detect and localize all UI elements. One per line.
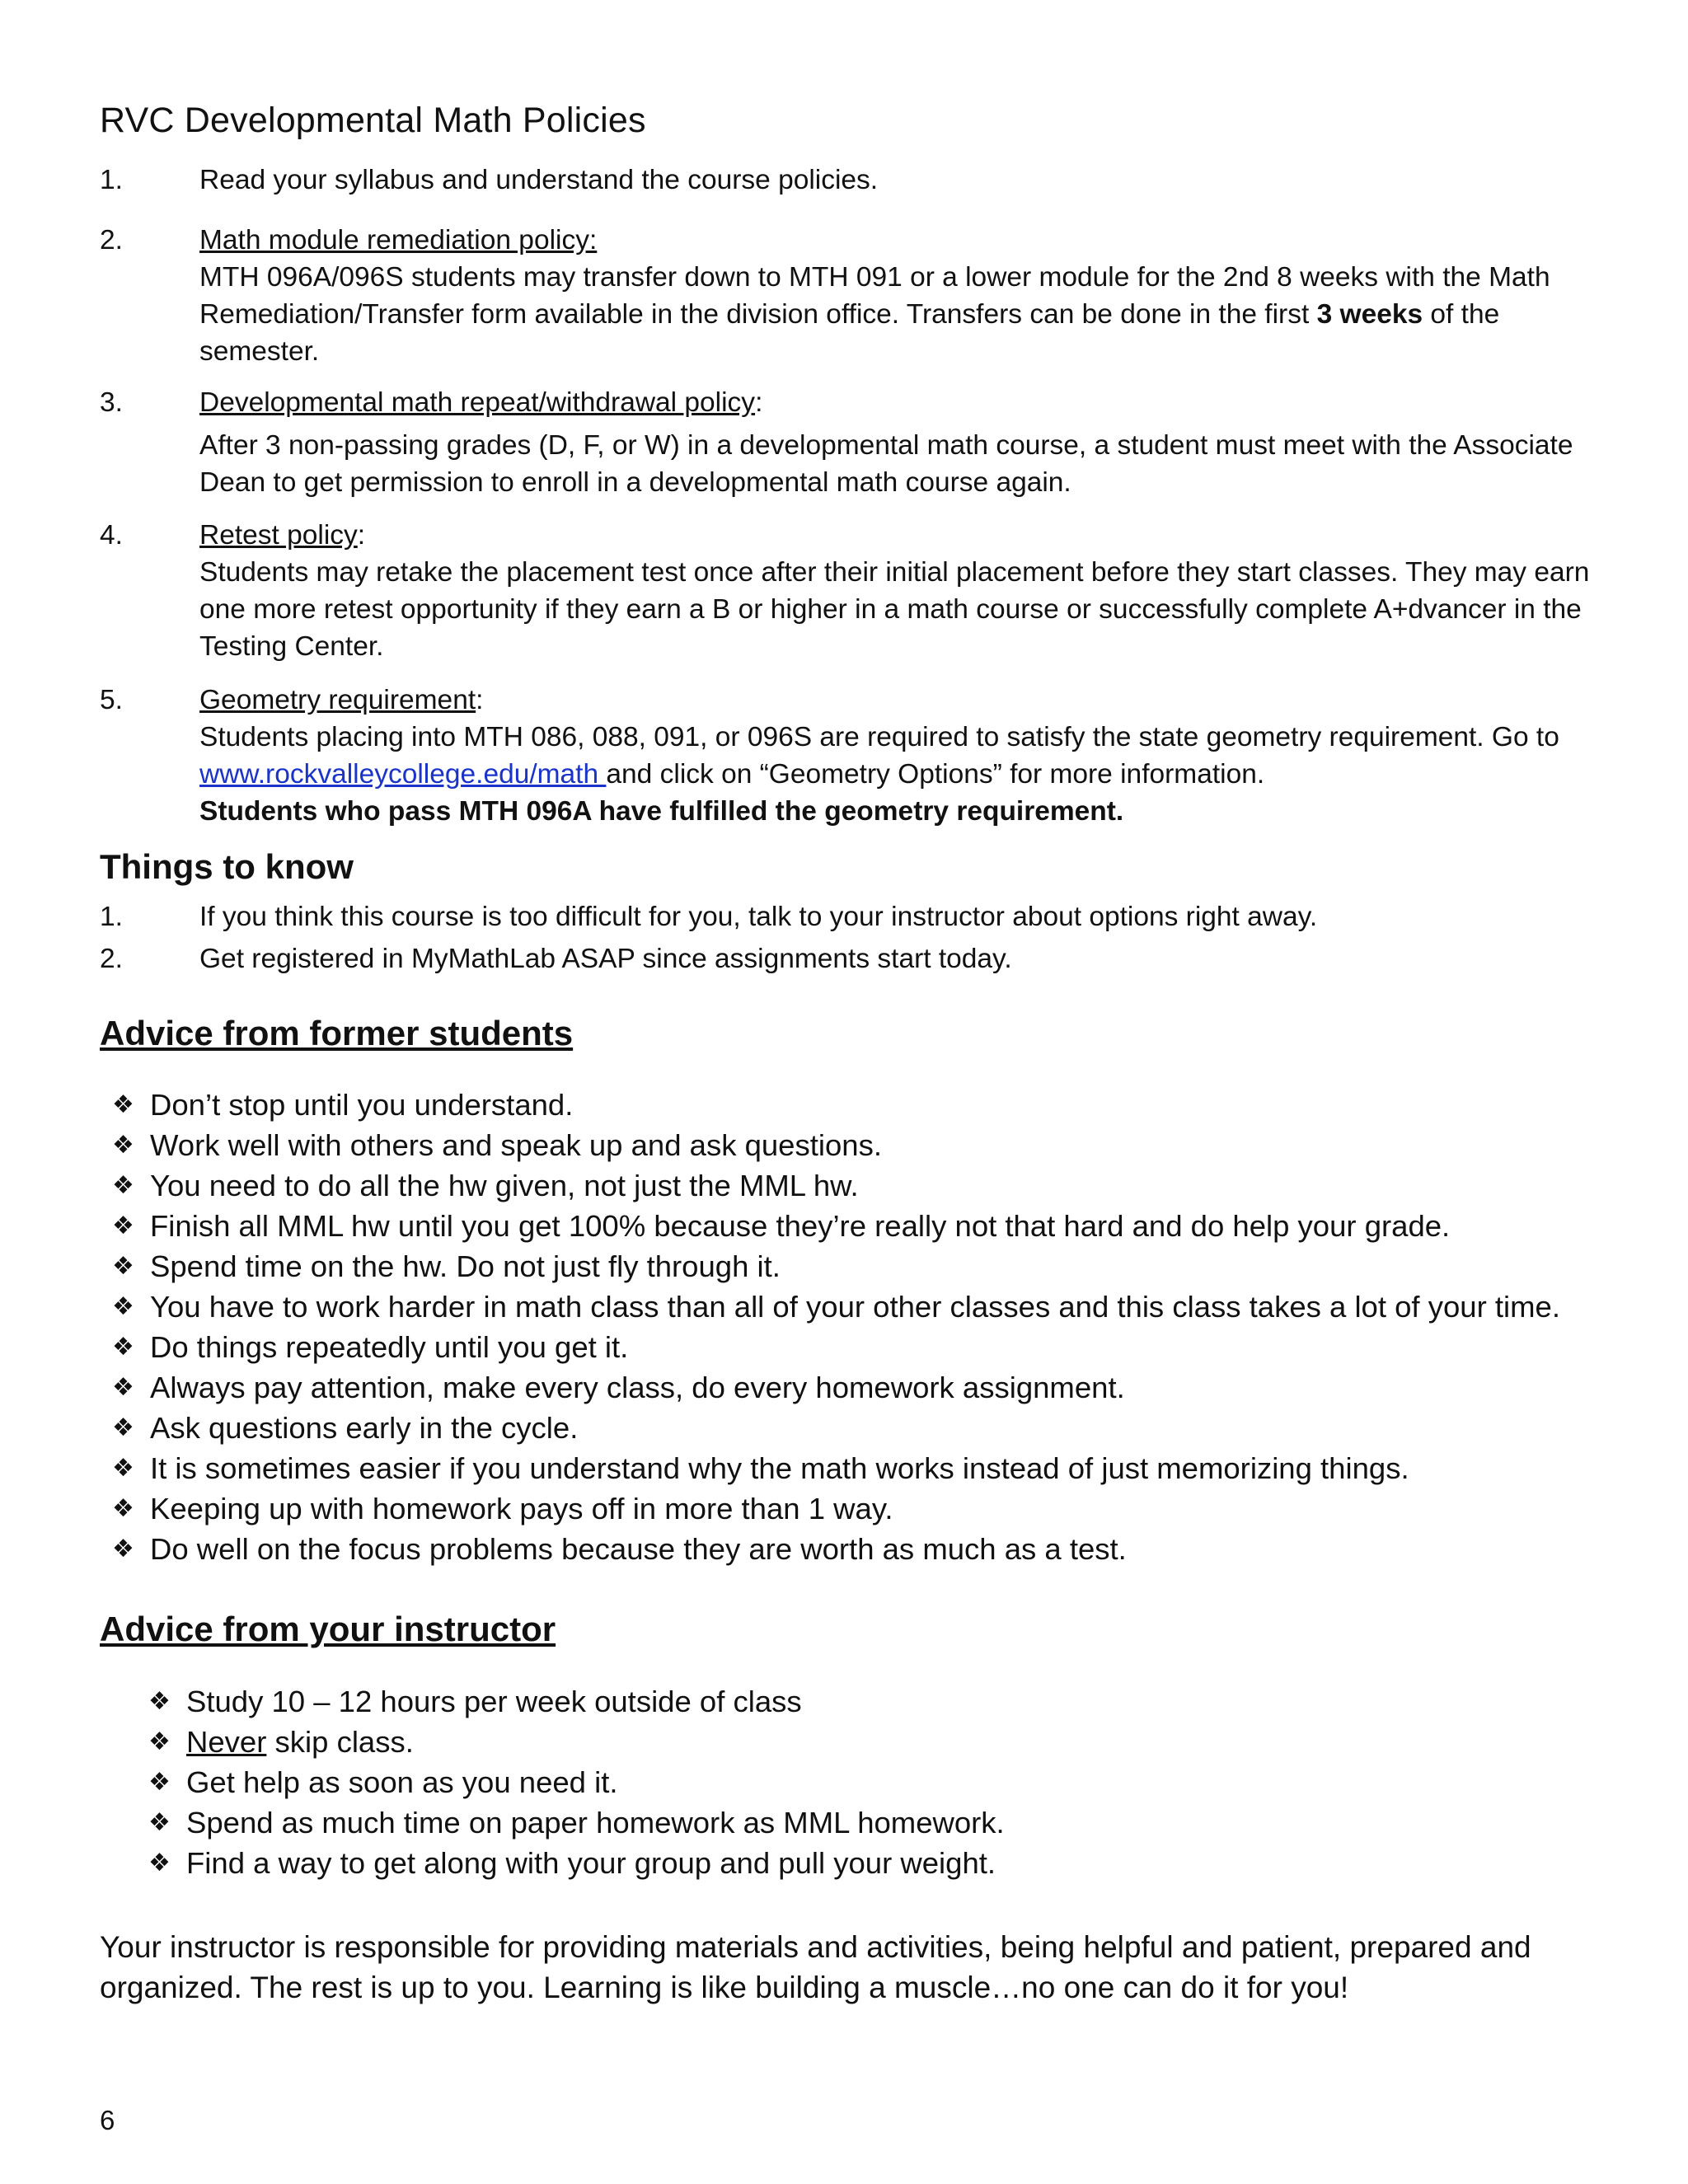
diamond-bullet-icon: ❖: [112, 1494, 134, 1523]
instructor-heading: Advice from your instructor: [100, 1610, 556, 1648]
advice-text: Spend as much time on paper homework as MML homework.: [186, 1806, 1005, 1840]
diamond-bullet-icon: ❖: [112, 1413, 134, 1442]
policy-heading-colon: :: [476, 685, 484, 715]
advice-item: [112, 1286, 1560, 1327]
policy-3: [100, 384, 1608, 501]
instructor-advice-list: [148, 1681, 1005, 1883]
diamond-bullet-icon: ❖: [148, 1768, 171, 1797]
know-number: 1.: [100, 902, 123, 932]
page-title: RVC Developmental Math Policies: [100, 101, 646, 140]
page-number: 6: [100, 2105, 115, 2135]
policy-heading: Geometry requirement: [199, 685, 476, 715]
diamond-bullet-icon: ❖: [112, 1171, 134, 1200]
diamond-bullet-icon: ❖: [112, 1333, 134, 1361]
diamond-bullet-icon: ❖: [112, 1292, 134, 1321]
advice-text: You have to work harder in math class than all of your other classes and this class takes a lot of your time.: [150, 1290, 1560, 1324]
advice-text: Ask questions early in the cycle.: [150, 1411, 579, 1445]
diamond-bullet-icon: ❖: [148, 1727, 171, 1756]
advice-text: skip class.: [266, 1725, 414, 1759]
policy-heading-colon: :: [357, 520, 366, 551]
know-text: Get registered in MyMathLab ASAP since assignments start today.: [199, 944, 1012, 974]
advice-text: Don’t stop until you understand.: [150, 1088, 574, 1122]
diamond-bullet-icon: ❖: [112, 1131, 134, 1160]
policy-heading: Math module remediation policy:: [199, 225, 598, 255]
advice-text: It is sometimes easier if you understand why the math works instead of just memorizing things.: [150, 1451, 1409, 1485]
advice-item: [112, 1125, 1560, 1165]
diamond-bullet-icon: ❖: [148, 1687, 171, 1716]
policy-5: [100, 682, 1608, 830]
policy-number: 3.: [100, 387, 123, 418]
things-to-know-heading: Things to know: [100, 847, 354, 886]
policy-text: MTH 096A/096S students may transfer down to MTH 091 or a lower module for the 2nd 8 weeks with the Math Remediation/Transfer form available in the division office. Transfers can be done in the first: [199, 262, 1550, 330]
advice-text: Study 10 – 12 hours per week outside of class: [186, 1685, 802, 1718]
advice-item: [112, 1246, 1560, 1286]
know-item-1: [100, 898, 1608, 935]
diamond-bullet-icon: ❖: [112, 1252, 134, 1281]
advice-item: [112, 1408, 1560, 1448]
policy-number: 4.: [100, 520, 123, 551]
policy-text: Students placing into MTH 086, 088, 091, or 096S are required to satisfy the state geometry requirement. Go to: [199, 722, 1559, 752]
diamond-bullet-icon: ❖: [112, 1373, 134, 1402]
former-students-list: [112, 1085, 1560, 1569]
diamond-bullet-icon: ❖: [112, 1212, 134, 1240]
advice-item: [112, 1488, 1560, 1529]
advice-item: [112, 1327, 1560, 1367]
policy-2: [100, 222, 1608, 370]
advice-item: [112, 1085, 1560, 1125]
advice-text: Always pay attention, make every class, do every homework assignment.: [150, 1371, 1125, 1404]
advice-item: [148, 1681, 1005, 1722]
advice-text: Find a way to get along with your group and pull your weight.: [186, 1846, 996, 1880]
policy-text: Students may retake the placement test once after their initial placement before they start classes. They may earn one more retest opportunity if they earn a B or higher in a math course or successfully complete A+dvancer in the Testing Center.: [199, 557, 1590, 662]
advice-text: You need to do all the hw given, not just the MML hw.: [150, 1169, 859, 1202]
advice-emphasis: Never: [186, 1725, 267, 1759]
policy-number: 2.: [100, 225, 123, 255]
policy-4: [100, 517, 1608, 665]
advice-item: [148, 1843, 1005, 1883]
policy-emphasis: 3 weeks: [1316, 299, 1423, 330]
advice-item: [112, 1448, 1560, 1488]
advice-text: Keeping up with homework pays off in more than 1 way.: [150, 1492, 893, 1526]
policy-text: After 3 non-passing grades (D, F, or W) in a developmental math course, a student must meet with the Associate Dean to get permission to enroll in a developmental math course again.: [199, 430, 1573, 498]
advice-item: [148, 1722, 1005, 1762]
policy-number: 1.: [100, 165, 123, 195]
know-item-2: [100, 940, 1608, 977]
policy-heading-colon: :: [755, 387, 763, 418]
diamond-bullet-icon: ❖: [148, 1808, 171, 1837]
closing-paragraph: Your instructor is responsible for providing materials and activities, being helpful and patient, prepared and organized. The rest is up to you. Learning is like building a muscle…no one can do it for you!: [100, 1930, 1531, 2004]
advice-text: Spend time on the hw. Do not just fly through it.: [150, 1249, 781, 1283]
advice-text: Do well on the focus problems because they are worth as much as a test.: [150, 1532, 1127, 1566]
policy-1: [100, 162, 1608, 199]
policy-heading: Developmental math repeat/withdrawal policy: [199, 387, 756, 418]
know-number: 2.: [100, 944, 123, 974]
diamond-bullet-icon: ❖: [112, 1535, 134, 1563]
advice-item: [112, 1529, 1560, 1569]
geometry-link[interactable]: www.rockvalleycollege.edu/math: [199, 759, 607, 790]
former-students-heading: Advice from former students: [100, 1014, 574, 1052]
advice-item: [148, 1802, 1005, 1843]
policy-heading: Retest policy: [199, 520, 358, 551]
advice-text: Work well with others and speak up and ask questions.: [150, 1128, 882, 1162]
know-text: If you think this course is too difficult for you, talk to your instructor about options right away.: [199, 902, 1318, 932]
policy-text-after: and click on “Geometry Options” for more information.: [606, 759, 1265, 790]
policy-text-after: of the semester.: [199, 299, 1500, 367]
advice-text: Finish all MML hw until you get 100% because they’re really not that hard and do help your grade.: [150, 1209, 1451, 1243]
diamond-bullet-icon: ❖: [112, 1454, 134, 1483]
policy-number: 5.: [100, 685, 123, 715]
advice-text: Get help as soon as you need it.: [186, 1765, 618, 1799]
advice-item: [112, 1165, 1560, 1206]
advice-item: [112, 1367, 1560, 1408]
policy-bold-note: Students who pass MTH 096A have fulfilled the geometry requirement.: [199, 796, 1124, 827]
advice-item: [112, 1206, 1560, 1246]
diamond-bullet-icon: ❖: [148, 1849, 171, 1877]
advice-text: Do things repeatedly until you get it.: [150, 1330, 629, 1364]
policy-text: Read your syllabus and understand the course policies.: [199, 165, 879, 195]
diamond-bullet-icon: ❖: [112, 1090, 134, 1119]
advice-item: [148, 1762, 1005, 1802]
